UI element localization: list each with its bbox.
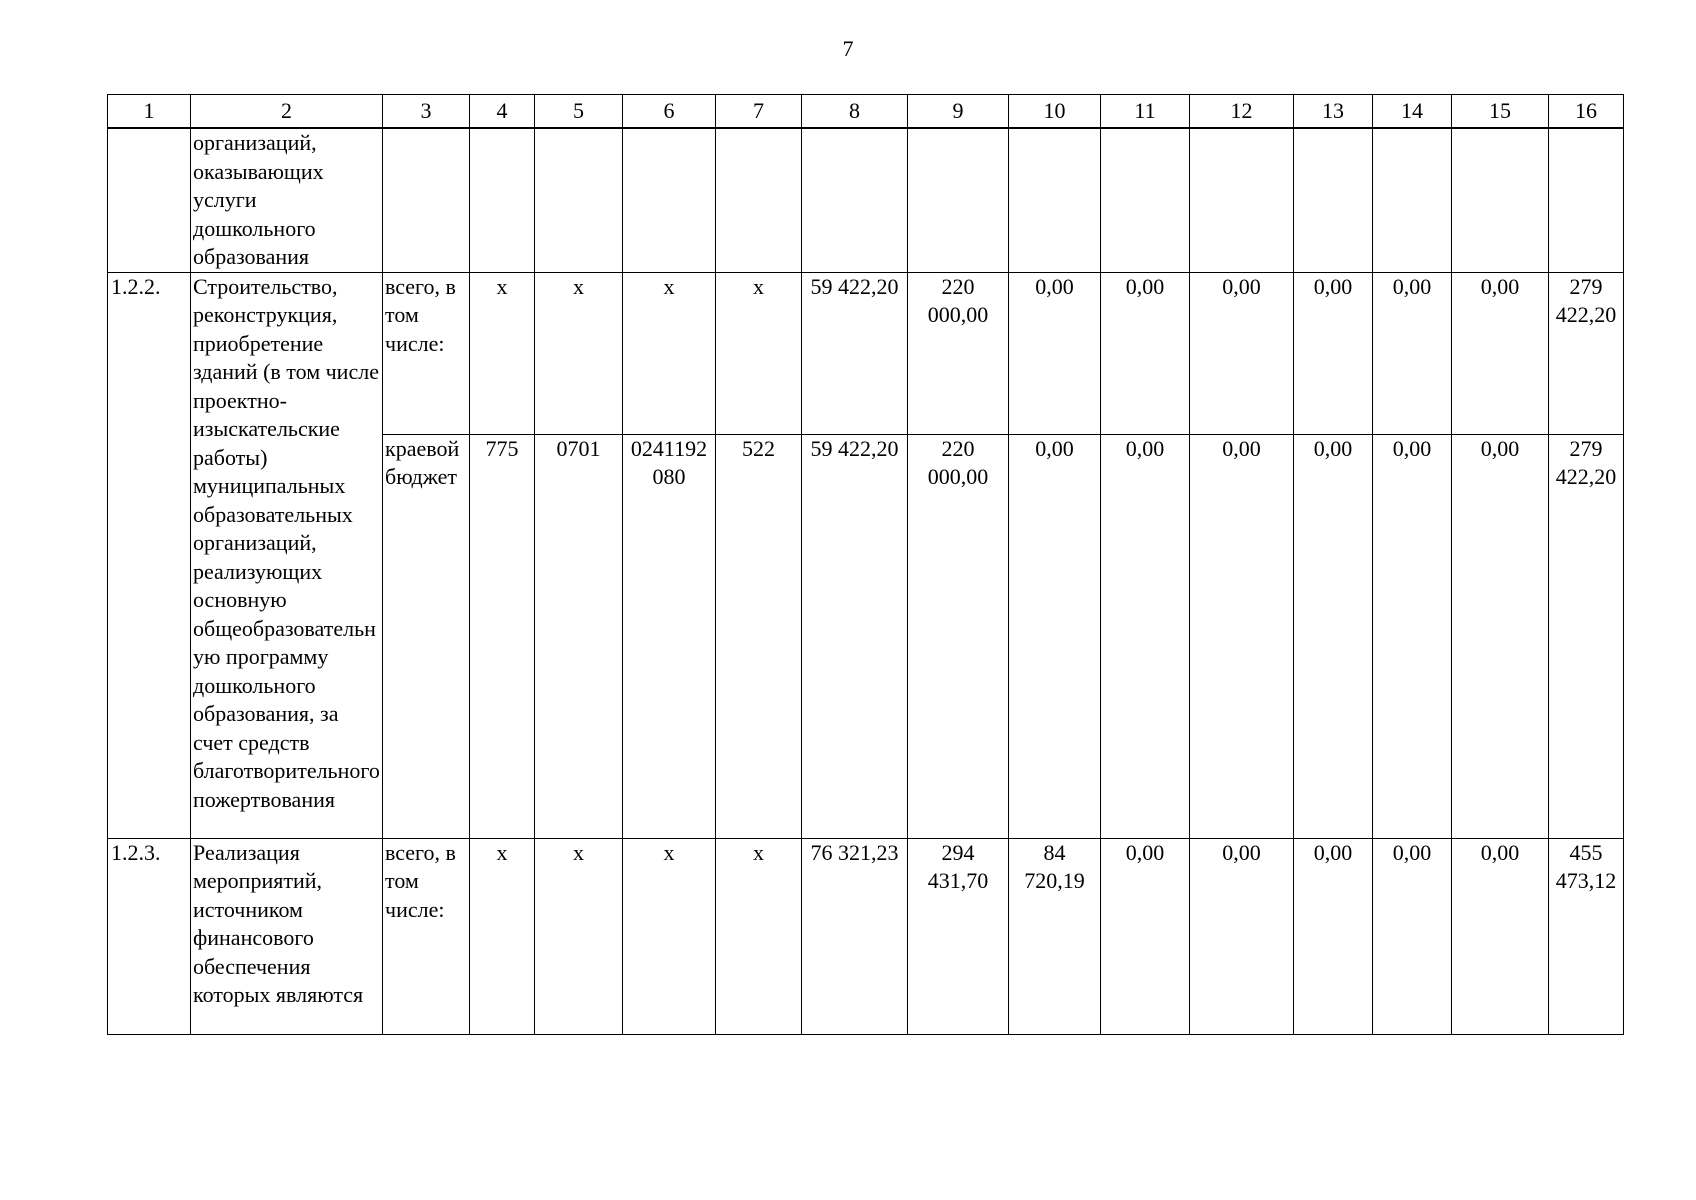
- table-cell: 0,00: [1452, 838, 1549, 1034]
- table-row: [108, 272, 1624, 434]
- table-cell: 455 473,12: [1549, 838, 1624, 1034]
- table-cell: [470, 128, 535, 272]
- column-header: 10: [1009, 95, 1101, 129]
- column-header: 11: [1101, 95, 1190, 129]
- measure-name-cell: организаций, оказывающих услуги дошкольного образования: [191, 128, 383, 272]
- table-cell: х: [623, 838, 716, 1034]
- table-cell: 522: [716, 434, 802, 838]
- table-cell: [1373, 128, 1452, 272]
- column-header: 14: [1373, 95, 1452, 129]
- table-cell: 84 720,19: [1009, 838, 1101, 1034]
- table-cell: 0,00: [1373, 434, 1452, 838]
- table-cell: 0,00: [1101, 838, 1190, 1034]
- measure-name-cell: Строительство, реконструкция, приобретение зданий (в том числе проектно-изыскательские работы) муниципальных образовательных организаций, реализующих основную общеобразовательную программу дошкольного образования, за счет средств благотворительного пожертвования: [191, 272, 383, 838]
- column-header: 12: [1190, 95, 1294, 129]
- table-cell: 0,00: [1452, 434, 1549, 838]
- continuation-row: [108, 128, 1624, 272]
- column-header: 8: [802, 95, 908, 129]
- table-cell: 76 321,23: [802, 838, 908, 1034]
- table-cell: 0,00: [1009, 272, 1101, 434]
- table-cell: 59 422,20: [802, 434, 908, 838]
- column-header: 3: [383, 95, 470, 129]
- column-header: 6: [623, 95, 716, 129]
- column-header: 16: [1549, 95, 1624, 129]
- table-row: [108, 838, 1624, 1034]
- table-cell: [535, 128, 623, 272]
- measure-name-cell: Реализация мероприятий, источником финансового обеспечения которых являются: [191, 838, 383, 1034]
- table-cell: [1101, 128, 1190, 272]
- table-cell: 0,00: [1101, 434, 1190, 838]
- table-cell: [108, 128, 191, 272]
- column-header: 13: [1294, 95, 1373, 129]
- table-cell: 0701: [535, 434, 623, 838]
- page-number: 7: [842, 36, 854, 61]
- table-cell: х: [716, 272, 802, 434]
- table-cell: [716, 128, 802, 272]
- table-cell: [1294, 128, 1373, 272]
- row-number: 1.2.2.: [108, 272, 191, 838]
- column-header: 4: [470, 95, 535, 129]
- table-cell: 0,00: [1190, 272, 1294, 434]
- table-cell: 0,00: [1294, 838, 1373, 1034]
- table-cell: [908, 128, 1009, 272]
- funding-source-cell: всего, в том числе:: [383, 838, 470, 1034]
- table-cell: 0,00: [1009, 434, 1101, 838]
- row-number: 1.2.3.: [108, 838, 191, 1034]
- table-cell: х: [470, 838, 535, 1034]
- table-cell: [383, 128, 470, 272]
- table-cell: [1549, 128, 1624, 272]
- table-cell: 279 422,20: [1549, 272, 1624, 434]
- column-header: 7: [716, 95, 802, 129]
- table-cell: 0,00: [1101, 272, 1190, 434]
- table-cell: 220 000,00: [908, 272, 1009, 434]
- column-header: 15: [1452, 95, 1549, 129]
- table-cell: 59 422,20: [802, 272, 908, 434]
- table-cell: 0,00: [1190, 434, 1294, 838]
- column-number-row: [108, 95, 1624, 129]
- table-cell: 294 431,70: [908, 838, 1009, 1034]
- table-cell: 0,00: [1373, 838, 1452, 1034]
- table-cell: х: [535, 272, 623, 434]
- table-cell: [1452, 128, 1549, 272]
- table-cell: 0,00: [1294, 434, 1373, 838]
- table-cell: 279 422,20: [1549, 434, 1624, 838]
- table-cell: [1009, 128, 1101, 272]
- column-header: 1: [108, 95, 191, 129]
- table-cell: 775: [470, 434, 535, 838]
- table-cell: 0,00: [1190, 838, 1294, 1034]
- table-cell: 220 000,00: [908, 434, 1009, 838]
- table-cell: [623, 128, 716, 272]
- funding-source-cell: всего, в том числе:: [383, 272, 470, 434]
- table-cell: 0241192080: [623, 434, 716, 838]
- table-cell: [802, 128, 908, 272]
- table-cell: [1190, 128, 1294, 272]
- column-header: 2: [191, 95, 383, 129]
- table-cell: 0,00: [1294, 272, 1373, 434]
- funding-source-cell: краевой бюджет: [383, 434, 470, 838]
- table-cell: 0,00: [1373, 272, 1452, 434]
- column-header: 5: [535, 95, 623, 129]
- table-cell: х: [535, 838, 623, 1034]
- table-cell: 0,00: [1452, 272, 1549, 434]
- table-cell: х: [470, 272, 535, 434]
- column-header: 9: [908, 95, 1009, 129]
- budget-table: [107, 94, 1624, 1035]
- table-cell: х: [623, 272, 716, 434]
- table-cell: х: [716, 838, 802, 1034]
